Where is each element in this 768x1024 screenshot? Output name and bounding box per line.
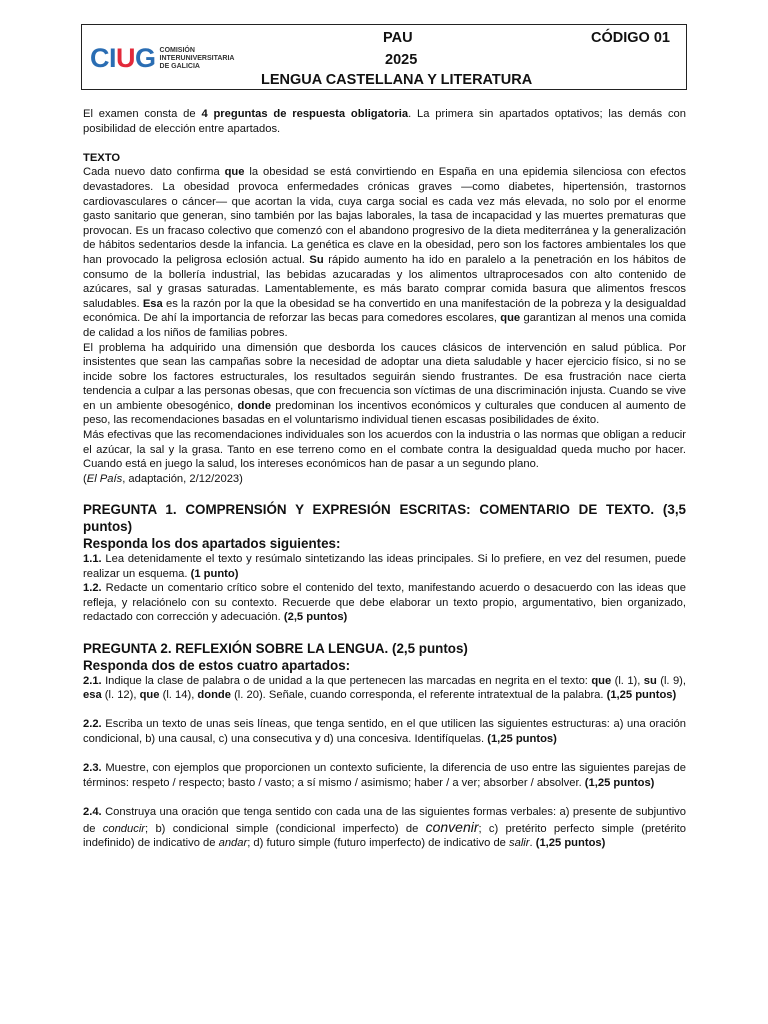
- item-points: (1,25 puntos): [535, 837, 606, 850]
- text-run: es la razón por la que la obesidad se ha convertido en una manifestación de la pobreza y la desigualdad económica. De ahí la importancia de reforzar las becas para comedores escolares,: [83, 297, 686, 325]
- exam-code: CÓDIGO 01: [591, 30, 670, 46]
- question-1-subtitle: Responda los dos apartados siguientes:: [83, 536, 341, 552]
- item-2-2: [83, 717, 686, 746]
- verb-andar: andar: [218, 837, 248, 850]
- item-text: .: [529, 837, 536, 850]
- verb-salir: salir: [509, 837, 530, 850]
- text-run: El problema ha adquirido una dimensión que desborda los cauces clásicos de intervención en salud pública. Por insistentes que sean las campañas sobre la necesidad de adoptar una dieta saludable y hacer ejercicio físico, si no se incide sobre los factores estructurales, los resultados seguirán siendo frustrantes. De esa frustración nace cierta tendencia a culpar a las personas obesas, que con frecuencia son víctimas de una discriminación injusta. Cuando se vive en un ambiente obesogénico,: [83, 341, 686, 412]
- item-number: 2.2.: [83, 718, 102, 731]
- item-2-1: [83, 674, 686, 703]
- verb-conducir: conducir: [102, 822, 146, 835]
- text-run: la obesidad se está convirtiendo en España en una epidemia silenciosa con efectos devastadores. La obesidad provoca enfermedades crónicas graves —como diabetes, hipertensión, trastornos cardiovasculares o cáncer— que acortan la vida, cuya carga social es cada vez más elevada, no solo por el enorme gasto sanitario que generan, sino también por las bajas laborales, la tasa de incapacidad y las muertes prematuras que provocan. Es un fracaso colectivo que comenzó con el abandono progresivo de la dieta mediterránea y la generalización de hábitos sedentarios desde la infancia. La genética es clave en la obesidad, pero son los factores ambientales los que han provocado la peligrosa eclosión actual.: [83, 166, 686, 266]
- text-run: garantizan al menos una comida de calidad a los niños de familias pobres.: [83, 312, 686, 339]
- text-run: rápido aumento ha ido en paralelo a la penetración en los hábitos de consumo de la bollería industrial, las bebidas azucaradas y los alimentos ultraprocesados con alto contenido de azúcares, sal y grasas saturadas. Lamentablemente, es más barato comprar comida basura que alimentos frescos saludables.: [83, 253, 686, 310]
- exam-body: [83, 107, 686, 851]
- item-1-2: [83, 581, 686, 625]
- item-number: 1.1.: [83, 553, 102, 566]
- source-details: , adaptación, 2/12/2023): [122, 472, 243, 485]
- item-text: Redacte un comentario crítico sobre el contenido del texto, manifestando acuerdo o desacuerdo con las ideas que refleja, y relaciónelo con su contexto. Recuerde que debe elaborar un texto propio, argumentativo, bien organizado, redactado con corrección y adecuación.: [83, 582, 686, 624]
- source-paren: (: [83, 472, 87, 485]
- instructions-text: El examen consta de: [83, 108, 202, 120]
- text-paragraph-2: [83, 341, 686, 429]
- item-text: (l. 9),: [656, 674, 686, 687]
- ref-word: que: [591, 674, 612, 687]
- item-number: 2.4.: [83, 805, 102, 818]
- logo-wordmark: [160, 47, 235, 71]
- item-text: Muestre, con ejemplos que proporcionen un contexto suficiente, la diferencia de uso entre las siguientes parejas de términos: respeto / respecto; basto / vasto; a sí mismo / asimismo; haber / a ver; absorber / absolver.: [83, 762, 686, 789]
- item-points: (1 punto): [190, 567, 239, 580]
- item-2-3: [83, 761, 686, 790]
- exam-subject: LENGUA CASTELLANA Y LITERATURA: [261, 72, 533, 88]
- ref-word: esa: [83, 689, 102, 702]
- bold-word-donde: donde: [237, 399, 272, 412]
- item-text: (l. 14),: [159, 689, 198, 702]
- exam-type: PAU: [383, 30, 413, 46]
- item-text: Construya una oración que tenga sentido con cada una de las siguientes formas verbales: a) presente de subjuntivo de: [83, 805, 686, 835]
- bold-word-que-1: que: [224, 166, 245, 179]
- ref-word: que: [139, 689, 160, 702]
- question-1-title: PREGUNTA 1. COMPRENSIÓN Y EXPRESIÓN ESCRITAS: COMENTARIO DE TEXTO. (3,5 puntos): [83, 502, 686, 535]
- logo-line-2: INTERUNIVERSITARIA: [159, 54, 235, 62]
- item-number: 2.1.: [83, 674, 102, 687]
- ciug-logo: [90, 45, 234, 72]
- text-run: Cada nuevo dato confirma: [83, 166, 225, 179]
- item-text: ; b) condicional simple (condicional imperfecto) de: [145, 822, 426, 835]
- exam-header: [81, 24, 687, 90]
- item-text: (l. 20). Señale, cuando corresponda, el referente intratextual de la palabra.: [230, 689, 607, 702]
- logo-line-3: DE GALICIA: [159, 62, 200, 70]
- bold-word-su: Su: [309, 253, 324, 266]
- ref-word: donde: [197, 689, 231, 702]
- question-2-subtitle: Responda dos de estos cuatro apartados:: [83, 657, 351, 673]
- item-number: 1.2.: [83, 582, 102, 595]
- item-points: (2,5 puntos): [283, 611, 348, 624]
- item-text: (l. 1),: [611, 674, 644, 687]
- bold-word-esa: Esa: [142, 297, 163, 310]
- item-2-4: [83, 805, 686, 851]
- question-2-title: PREGUNTA 2. REFLEXIÓN SOBRE LA LENGUA. (2,5 puntos): [83, 640, 468, 656]
- logo-letter-g: G: [135, 43, 156, 73]
- item-points: (1,25 puntos): [584, 776, 655, 789]
- logo-acronym: [90, 45, 156, 72]
- bold-word-que-2: que: [500, 312, 521, 325]
- item-text: Lea detenidamente el texto y resúmalo sintetizando las ideas principales. Si lo prefiere, en vez del resumen, puede realizar un esquema.: [83, 553, 686, 580]
- item-text: ; c) pretérito perfecto simple (pretérito indefinido) de indicativo de: [83, 822, 686, 850]
- item-1-1: [83, 552, 686, 581]
- verb-convenir: convenir: [425, 818, 479, 835]
- item-text: (l. 12),: [101, 689, 140, 702]
- text-heading: TEXTO: [83, 151, 121, 164]
- ref-word: su: [643, 674, 657, 687]
- source-newspaper: El País: [86, 472, 123, 485]
- text-source: [83, 472, 686, 487]
- item-text: Indique la clase de palabra o de unidad a la que pertenecen las marcadas en negrita en el texto:: [101, 674, 592, 687]
- text-run: predominan los incentivos económicos y culturales que conducen al aumento de peso, las recomendaciones basadas en el voluntarismo individual tienen escasas posibilidades de éxito.: [83, 399, 686, 427]
- logo-line-1: COMISIÓN: [159, 46, 195, 54]
- logo-letter-u: U: [116, 43, 135, 73]
- item-text: Escriba un texto de unas seis líneas, que tenga sentido, en el que utilicen las siguientes estructuras: a) una oración condicional, b) una causal, c) una consecutiva y d) una concesiva. Identifíquelas.: [83, 718, 686, 745]
- exam-instructions: [83, 107, 686, 136]
- item-text: ; d) futuro simple (futuro imperfecto) de indicativo de: [247, 837, 509, 850]
- item-points: (1,25 puntos): [487, 732, 557, 745]
- text-paragraph-1: [83, 165, 686, 340]
- instructions-bold: 4 preguntas de respuesta obligatoria: [201, 108, 409, 120]
- instructions-text-end: . La primera sin apartados optativos; las demás con posibilidad de elección entre apartados.: [83, 108, 686, 135]
- exam-year: 2025: [385, 52, 418, 68]
- item-points: (1,25 puntos): [606, 689, 677, 702]
- text-paragraph-3: Más efectivas que las recomendaciones individuales son los acuerdos con la industria o las normas que obligan a reducir el azúcar, la sal y la grasa. Tanto en ese terreno como en el combate contra la desigualdad queda mucho por hacer. Cuando está en juego la salud, los intereses económicos han de pasar a un segundo plano.: [83, 429, 686, 471]
- logo-letters-ci: CI: [90, 43, 116, 73]
- item-number: 2.3.: [83, 762, 102, 775]
